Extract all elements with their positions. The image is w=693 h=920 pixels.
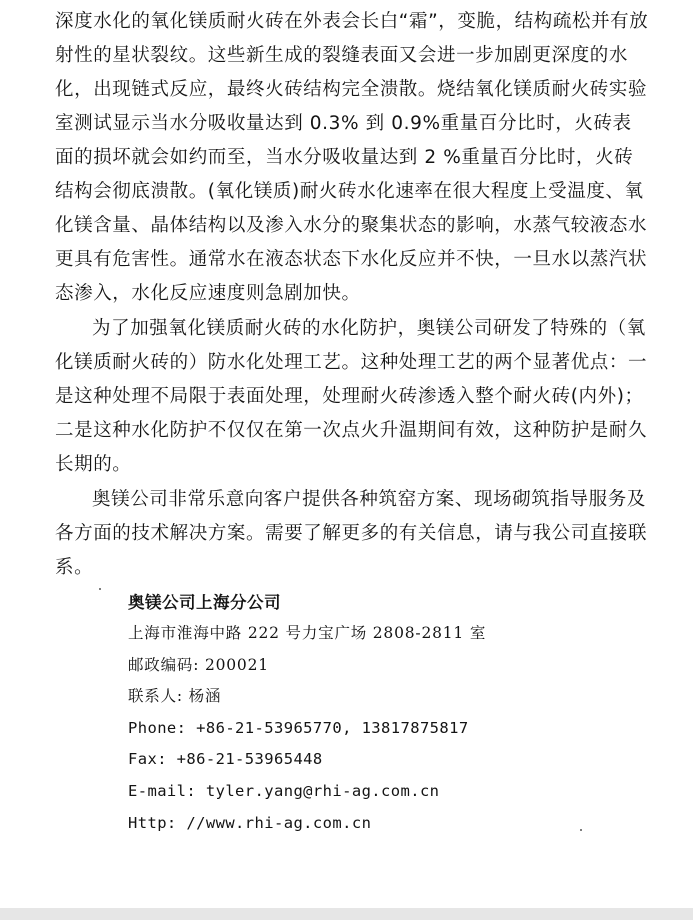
body-text xyxy=(55,5,650,585)
email-line: E-mail: tyler.yang@rhi-ag.com.cn xyxy=(128,781,440,800)
paragraph-hydration-protection: 为了加强氧化镁质耐火砖的水化防护，奥镁公司研发了特殊的（氧化镁质耐火砖的）防水化处理工艺。这种处理工艺的两个显著优点：一是这种处理不局限于表面处理，处理耐火砖渗透入整个耐火砖(内外)；二是这种水化防护不仅仅在第一次点火升温期间有效，这种防护是耐久长期的。 xyxy=(55,318,648,475)
contact-block xyxy=(128,587,648,839)
address-line: 上海市淮海中路 222 号力宝广场 2808-2811 室 xyxy=(128,624,487,642)
contact-person-line: 联系人: 杨涵 xyxy=(128,687,222,706)
website-line: Http: //www.rhi-ag.com.cn xyxy=(128,813,372,832)
fax-line: Fax: +86-21-53965448 xyxy=(128,750,323,769)
paragraph-services: 奥镁公司非常乐意向客户提供各种筑窑方案、现场砌筑指导服务及各方面的技术解决方案。需要了解更多的有关信息，请与我公司直接联系。 xyxy=(55,489,648,578)
scan-speck xyxy=(580,829,582,831)
page-bottom-edge xyxy=(0,908,693,920)
postcode-line: 邮政编码: 200021 xyxy=(128,655,269,674)
paragraph-hydration-effects: 深度水化的氧化镁质耐火砖在外表会长白“霜”，变脆，结构疏松并有放射性的星状裂纹。这些新生成的裂缝表面又会进一步加剧更深度的水化，出现链式反应，最终火砖结构完全溃散。烧结氧化镁质耐火砖实验室测试显示当水分吸收量达到 0.3% 到 0.9%重量百分比时，火砖表面的损坏就会如约而至，当水分吸收量达到 2 %重量百分比时，火砖结构会彻底溃散。(氧化镁质)耐火砖水化速率在很大程度上受温度、氧化镁含量、晶体结构以及渗入水分的聚集状态的影响，水蒸气较液态水更具有危害性。通常水在液态状态下水化反应并不快，一旦水以蒸汽状态渗入，水化反应速度则急剧加快。 xyxy=(55,11,649,304)
phone-line: Phone: +86-21-53965770, 13817875817 xyxy=(128,718,469,737)
company-name: 奥镁公司上海分公司 xyxy=(128,593,281,612)
scan-speck xyxy=(99,588,101,590)
